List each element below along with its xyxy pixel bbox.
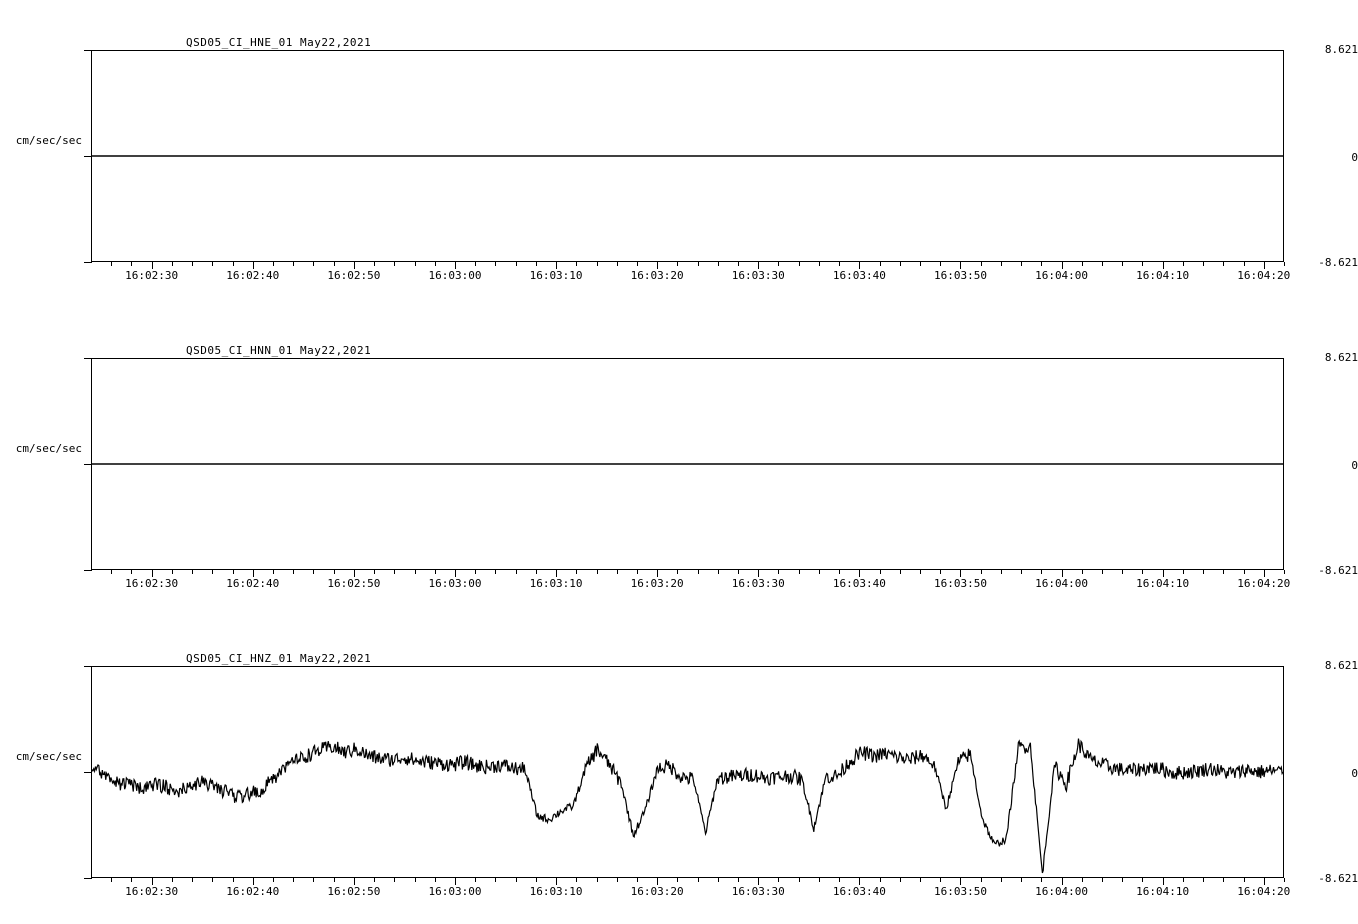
x-axis-minor-tick: [1284, 570, 1285, 574]
x-axis-minor-tick: [475, 570, 476, 574]
x-axis-tick-label: 16:02:50: [327, 885, 381, 898]
trace-panel-hnz: [0, 626, 1358, 916]
plot-area: [91, 50, 1284, 262]
x-axis-minor-tick: [313, 878, 314, 882]
x-axis-minor-tick: [435, 262, 436, 266]
x-axis-minor-tick: [1082, 262, 1083, 266]
x-axis-minor-tick: [1082, 570, 1083, 574]
y-axis-tick-mark: [84, 464, 92, 465]
panel-title: QSD05_CI_HNE_01 May22,2021: [186, 36, 372, 49]
x-axis-minor-tick: [1223, 262, 1224, 266]
x-axis-tick-label: 16:03:20: [630, 269, 684, 282]
x-axis-major-tick: [152, 878, 153, 885]
x-axis-major-tick: [253, 878, 254, 885]
x-axis-minor-tick: [1041, 262, 1042, 266]
x-axis-tick-label: 16:03:50: [933, 885, 987, 898]
x-axis-minor-tick: [192, 878, 193, 882]
x-axis-minor-tick: [738, 570, 739, 574]
x-axis-minor-tick: [718, 262, 719, 266]
x-axis-tick-label: 16:03:10: [529, 577, 583, 590]
x-axis-minor-tick: [1203, 262, 1204, 266]
x-axis-minor-tick: [738, 262, 739, 266]
x-axis-minor-tick: [698, 878, 699, 882]
x-axis-major-tick: [1062, 570, 1063, 577]
x-axis-minor-tick: [1021, 878, 1022, 882]
x-axis-tick-label: 16:03:50: [933, 269, 987, 282]
x-axis-minor-tick: [1244, 878, 1245, 882]
x-axis-minor-tick: [536, 878, 537, 882]
x-axis-tick-label: 16:04:10: [1136, 269, 1190, 282]
x-axis-tick-label: 16:04:20: [1237, 269, 1291, 282]
y-axis-tick-top: 8.621: [1324, 351, 1358, 364]
x-axis-minor-tick: [273, 878, 274, 882]
x-axis-minor-tick: [900, 262, 901, 266]
x-axis-minor-tick: [880, 262, 881, 266]
x-axis-major-tick: [859, 262, 860, 269]
x-axis-minor-tick: [374, 262, 375, 266]
x-axis-minor-tick: [1122, 878, 1123, 882]
x-axis-minor-tick: [880, 570, 881, 574]
x-axis-minor-tick: [920, 570, 921, 574]
x-axis-minor-tick: [576, 262, 577, 266]
x-axis-tick-label: 16:04:10: [1136, 885, 1190, 898]
x-axis-major-tick: [657, 262, 658, 269]
x-axis-major-tick: [1163, 262, 1164, 269]
x-axis-minor-tick: [1284, 262, 1285, 266]
x-axis-minor-tick: [617, 262, 618, 266]
y-axis-tick-mid: 0: [1351, 151, 1358, 164]
x-axis-tick-label: 16:03:10: [529, 269, 583, 282]
x-axis-tick-label: 16:03:40: [832, 885, 886, 898]
x-axis-tick-label: 16:03:40: [832, 577, 886, 590]
x-axis-minor-tick: [495, 570, 496, 574]
x-axis-minor-tick: [1102, 262, 1103, 266]
panel-title: QSD05_CI_HNZ_01 May22,2021: [186, 652, 372, 665]
x-axis-minor-tick: [1183, 570, 1184, 574]
x-axis-minor-tick: [111, 570, 112, 574]
x-axis-major-tick: [859, 570, 860, 577]
y-axis-tick-bottom: -8.621: [1318, 872, 1358, 885]
x-axis-minor-tick: [172, 262, 173, 266]
x-axis-minor-tick: [1203, 878, 1204, 882]
x-axis-major-tick: [354, 262, 355, 269]
x-axis-tick-label: 16:04:20: [1237, 577, 1291, 590]
x-axis-minor-tick: [920, 878, 921, 882]
x-axis-minor-tick: [111, 878, 112, 882]
x-axis-major-tick: [657, 570, 658, 577]
x-axis-minor-tick: [576, 878, 577, 882]
x-axis-minor-tick: [475, 878, 476, 882]
x-axis-tick-label: 16:02:30: [125, 269, 179, 282]
x-axis-minor-tick: [435, 878, 436, 882]
x-axis-minor-tick: [1142, 570, 1143, 574]
x-axis-minor-tick: [131, 570, 132, 574]
x-axis-minor-tick: [799, 878, 800, 882]
x-axis-minor-tick: [597, 262, 598, 266]
x-axis-tick-label: 16:04:00: [1035, 577, 1089, 590]
x-axis-minor-tick: [839, 262, 840, 266]
x-axis-minor-tick: [1142, 262, 1143, 266]
trace-panel-hne: [0, 10, 1358, 300]
x-axis-minor-tick: [1041, 570, 1042, 574]
x-axis-major-tick: [960, 570, 961, 577]
x-axis-major-tick: [1264, 570, 1265, 577]
x-axis-minor-tick: [1183, 262, 1184, 266]
x-axis-minor-tick: [1122, 570, 1123, 574]
x-axis-minor-tick: [495, 878, 496, 882]
x-axis-tick-label: 16:04:00: [1035, 269, 1089, 282]
x-axis-minor-tick: [940, 262, 941, 266]
x-axis-minor-tick: [981, 878, 982, 882]
y-axis-tick-top: 8.621: [1324, 43, 1358, 56]
x-axis-tick-label: 16:03:30: [731, 269, 785, 282]
x-axis-minor-tick: [637, 570, 638, 574]
x-axis-major-tick: [455, 570, 456, 577]
x-axis-major-tick: [657, 878, 658, 885]
x-axis-major-tick: [455, 262, 456, 269]
x-axis-minor-tick: [212, 262, 213, 266]
x-axis-minor-tick: [819, 262, 820, 266]
x-axis-minor-tick: [1142, 878, 1143, 882]
y-axis-tick-mid: 0: [1351, 767, 1358, 780]
waveform-trace: [92, 667, 1283, 877]
x-axis-minor-tick: [1021, 570, 1022, 574]
x-axis-minor-tick: [212, 570, 213, 574]
x-axis-minor-tick: [334, 878, 335, 882]
x-axis-minor-tick: [819, 878, 820, 882]
x-axis-minor-tick: [677, 570, 678, 574]
x-axis-tick-label: 16:03:20: [630, 577, 684, 590]
x-axis-major-tick: [960, 262, 961, 269]
x-axis-minor-tick: [597, 570, 598, 574]
x-axis-tick-label: 16:02:30: [125, 577, 179, 590]
x-axis-tick-label: 16:03:30: [731, 577, 785, 590]
x-axis-minor-tick: [374, 878, 375, 882]
x-axis-minor-tick: [394, 878, 395, 882]
x-axis-major-tick: [960, 878, 961, 885]
x-axis-major-tick: [1163, 878, 1164, 885]
x-axis-minor-tick: [233, 878, 234, 882]
x-axis-minor-tick: [940, 878, 941, 882]
x-axis-minor-tick: [495, 262, 496, 266]
y-axis-tick-bottom: -8.621: [1318, 564, 1358, 577]
x-axis-minor-tick: [981, 570, 982, 574]
x-axis-minor-tick: [1082, 878, 1083, 882]
x-axis-tick-label: 16:03:50: [933, 577, 987, 590]
y-axis-tick-mark: [84, 50, 92, 51]
x-axis-minor-tick: [273, 570, 274, 574]
x-axis-tick-label: 16:02:50: [327, 269, 381, 282]
plot-area: [91, 358, 1284, 570]
x-axis-tick-label: 16:03:00: [428, 269, 482, 282]
x-axis-minor-tick: [172, 570, 173, 574]
x-axis-major-tick: [152, 570, 153, 577]
x-axis-minor-tick: [475, 262, 476, 266]
x-axis-minor-tick: [233, 262, 234, 266]
y-axis-tick-mark: [84, 878, 92, 879]
x-axis-minor-tick: [637, 878, 638, 882]
x-axis-minor-tick: [940, 570, 941, 574]
x-axis-minor-tick: [1284, 878, 1285, 882]
x-axis-major-tick: [1264, 262, 1265, 269]
x-axis-major-tick: [556, 878, 557, 885]
x-axis-minor-tick: [1021, 262, 1022, 266]
x-axis-minor-tick: [415, 262, 416, 266]
x-axis-minor-tick: [374, 570, 375, 574]
x-axis-minor-tick: [1223, 878, 1224, 882]
x-axis-minor-tick: [131, 262, 132, 266]
x-axis-minor-tick: [981, 262, 982, 266]
x-axis-minor-tick: [799, 262, 800, 266]
y-axis-tick-mid: 0: [1351, 459, 1358, 472]
x-axis-minor-tick: [516, 570, 517, 574]
y-axis-tick-mark: [84, 570, 92, 571]
x-axis-minor-tick: [839, 878, 840, 882]
x-axis-minor-tick: [738, 878, 739, 882]
x-axis-tick-label: 16:04:10: [1136, 577, 1190, 590]
x-axis-minor-tick: [778, 262, 779, 266]
x-axis-major-tick: [1163, 570, 1164, 577]
x-axis-minor-tick: [637, 262, 638, 266]
x-axis-minor-tick: [617, 878, 618, 882]
x-axis-minor-tick: [677, 878, 678, 882]
x-axis-minor-tick: [597, 878, 598, 882]
x-axis-tick-label: 16:03:10: [529, 885, 583, 898]
x-axis-minor-tick: [576, 570, 577, 574]
y-axis-label: cm/sec/sec: [15, 134, 82, 147]
x-axis-tick-label: 16:04:20: [1237, 885, 1291, 898]
x-axis-minor-tick: [1244, 570, 1245, 574]
x-axis-minor-tick: [1203, 570, 1204, 574]
x-axis-minor-tick: [536, 570, 537, 574]
x-axis-minor-tick: [516, 878, 517, 882]
x-axis-minor-tick: [1102, 570, 1103, 574]
x-axis-minor-tick: [1001, 262, 1002, 266]
x-axis-tick-label: 16:02:30: [125, 885, 179, 898]
x-axis-minor-tick: [293, 570, 294, 574]
x-axis-minor-tick: [900, 570, 901, 574]
y-axis-tick-mark: [84, 666, 92, 667]
x-axis-minor-tick: [394, 262, 395, 266]
x-axis-minor-tick: [1244, 262, 1245, 266]
x-axis-minor-tick: [839, 570, 840, 574]
x-axis-tick-label: 16:03:30: [731, 885, 785, 898]
y-axis-tick-top: 8.621: [1324, 659, 1358, 672]
y-axis-tick-mark: [84, 156, 92, 157]
x-axis-minor-tick: [718, 570, 719, 574]
waveform-trace: [92, 359, 1283, 569]
x-axis-major-tick: [859, 878, 860, 885]
x-axis-minor-tick: [192, 262, 193, 266]
x-axis-minor-tick: [1001, 570, 1002, 574]
x-axis-major-tick: [1062, 878, 1063, 885]
x-axis-minor-tick: [778, 878, 779, 882]
x-axis-minor-tick: [192, 570, 193, 574]
x-axis-minor-tick: [617, 570, 618, 574]
x-axis-major-tick: [253, 570, 254, 577]
x-axis-minor-tick: [435, 570, 436, 574]
x-axis-tick-label: 16:03:20: [630, 885, 684, 898]
trace-panel-hnn: [0, 318, 1358, 608]
x-axis-major-tick: [758, 262, 759, 269]
x-axis-minor-tick: [212, 878, 213, 882]
x-axis-minor-tick: [778, 570, 779, 574]
x-axis-minor-tick: [698, 570, 699, 574]
x-axis-tick-label: 16:02:40: [226, 269, 280, 282]
x-axis-major-tick: [253, 262, 254, 269]
x-axis-minor-tick: [313, 262, 314, 266]
x-axis-tick-label: 16:03:00: [428, 577, 482, 590]
x-axis-minor-tick: [111, 262, 112, 266]
plot-area: [91, 666, 1284, 878]
x-axis-minor-tick: [819, 570, 820, 574]
y-axis-tick-mark: [84, 772, 92, 773]
x-axis-minor-tick: [516, 262, 517, 266]
waveform-trace: [92, 51, 1283, 261]
x-axis-minor-tick: [1041, 878, 1042, 882]
panel-title: QSD05_CI_HNN_01 May22,2021: [186, 344, 372, 357]
x-axis-minor-tick: [718, 878, 719, 882]
y-axis-tick-bottom: -8.621: [1318, 256, 1358, 269]
x-axis-minor-tick: [233, 570, 234, 574]
x-axis-major-tick: [556, 570, 557, 577]
x-axis-tick-label: 16:03:40: [832, 269, 886, 282]
x-axis-minor-tick: [900, 878, 901, 882]
y-axis-tick-mark: [84, 262, 92, 263]
y-axis-label: cm/sec/sec: [15, 750, 82, 763]
x-axis-tick-label: 16:02:40: [226, 885, 280, 898]
x-axis-minor-tick: [273, 262, 274, 266]
y-axis-tick-mark: [84, 358, 92, 359]
x-axis-tick-label: 16:02:50: [327, 577, 381, 590]
x-axis-minor-tick: [920, 262, 921, 266]
x-axis-minor-tick: [698, 262, 699, 266]
x-axis-minor-tick: [415, 570, 416, 574]
x-axis-major-tick: [354, 878, 355, 885]
x-axis-minor-tick: [880, 878, 881, 882]
x-axis-minor-tick: [1183, 878, 1184, 882]
x-axis-minor-tick: [131, 878, 132, 882]
x-axis-major-tick: [152, 262, 153, 269]
x-axis-minor-tick: [313, 570, 314, 574]
x-axis-tick-label: 16:03:00: [428, 885, 482, 898]
x-axis-tick-label: 16:02:40: [226, 577, 280, 590]
x-axis-minor-tick: [799, 570, 800, 574]
x-axis-major-tick: [1062, 262, 1063, 269]
x-axis-major-tick: [758, 570, 759, 577]
x-axis-minor-tick: [677, 262, 678, 266]
x-axis-minor-tick: [1223, 570, 1224, 574]
x-axis-minor-tick: [536, 262, 537, 266]
x-axis-major-tick: [455, 878, 456, 885]
x-axis-minor-tick: [293, 878, 294, 882]
x-axis-minor-tick: [334, 570, 335, 574]
x-axis-minor-tick: [1122, 262, 1123, 266]
x-axis-minor-tick: [293, 262, 294, 266]
x-axis-minor-tick: [394, 570, 395, 574]
x-axis-minor-tick: [334, 262, 335, 266]
x-axis-major-tick: [556, 262, 557, 269]
x-axis-minor-tick: [172, 878, 173, 882]
x-axis-minor-tick: [415, 878, 416, 882]
x-axis-major-tick: [758, 878, 759, 885]
y-axis-label: cm/sec/sec: [15, 442, 82, 455]
x-axis-major-tick: [354, 570, 355, 577]
x-axis-major-tick: [1264, 878, 1265, 885]
x-axis-minor-tick: [1001, 878, 1002, 882]
x-axis-minor-tick: [1102, 878, 1103, 882]
x-axis-tick-label: 16:04:00: [1035, 885, 1089, 898]
